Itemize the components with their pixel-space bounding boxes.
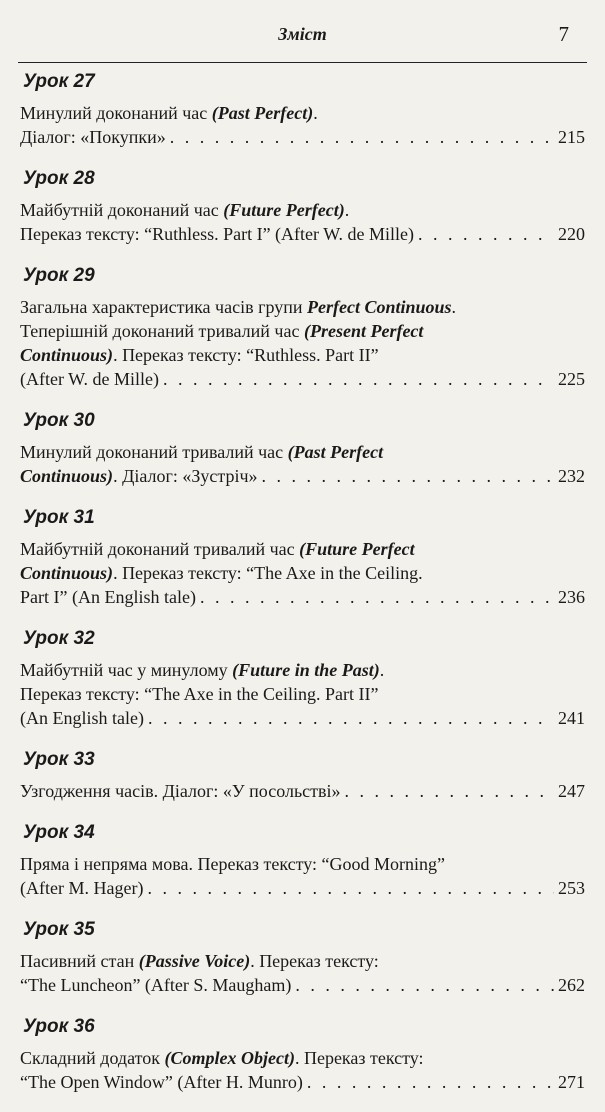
lesson-title: Урок 35 (23, 919, 95, 940)
page-header (18, 0, 587, 63)
entry-text: “The Luncheon” (After S. Maugham) (20, 975, 292, 995)
entry-line (20, 319, 585, 343)
lesson-title: Урок 32 (23, 628, 95, 649)
entry-text: Пасивний стан (Passive Voice). Переказ тексту: (20, 951, 379, 971)
entry-line (20, 876, 585, 900)
entry-page-number: 247 (558, 781, 585, 801)
toc-entry (20, 264, 585, 391)
entry-line (20, 682, 585, 706)
entry-text: Майбутній доконаний час (Future Perfect). (20, 200, 350, 220)
entry-line (20, 222, 585, 246)
lesson-title: Урок 28 (23, 168, 95, 189)
entry-text: Переказ тексту: “The Axe in the Ceiling. Part II” (20, 684, 379, 704)
lesson-title: Урок 29 (23, 265, 95, 286)
lesson-title: Урок 30 (23, 410, 95, 431)
entry-text: Майбутній час у минулому (Future in the Past). (20, 660, 385, 680)
dot-leader (345, 779, 554, 803)
entry-text: Continuous). Переказ тексту: “Ruthless. Part II” (20, 345, 379, 365)
entry-text: Теперішній доконаний тривалий час (Present Perfect (20, 321, 424, 341)
dot-leader (163, 367, 554, 391)
toc-entry (20, 409, 585, 488)
entry-text: Continuous). Переказ тексту: “The Axe in the Ceiling. (20, 563, 423, 583)
entry-line (20, 973, 585, 997)
page-number: 7 (558, 22, 569, 46)
entry-text: (After M. Hager) (20, 878, 144, 898)
entry-line (20, 1046, 585, 1070)
entry-text: Минулий доконаний час (Past Perfect). (20, 103, 318, 123)
entry-text: Минулий доконаний тривалий час (Past Perfect (20, 442, 384, 462)
entry-text: (After W. de Mille) (20, 369, 159, 389)
dot-leader (148, 706, 554, 730)
entry-line (20, 585, 585, 609)
entry-line (20, 295, 585, 319)
dot-leader (147, 876, 554, 900)
lesson-title: Урок 34 (23, 822, 95, 843)
entry-line (20, 125, 585, 149)
lesson-title: Урок 36 (23, 1016, 95, 1037)
entry-text: Переказ тексту: “Ruthless. Part I” (After W. de Mille) (20, 224, 415, 244)
entry-line (20, 464, 585, 488)
entry-text: Continuous). Діалог: «Зустріч» (20, 466, 258, 486)
entry-line (20, 852, 585, 876)
entry-page-number: 253 (558, 878, 585, 898)
toc-entry (20, 506, 585, 609)
entry-text: (An English tale) (20, 708, 144, 728)
entry-line (20, 949, 585, 973)
entry-text: Узгодження часів. Діалог: «У посольстві» (20, 781, 341, 801)
entry-page-number: 271 (558, 1072, 585, 1092)
entry-line (20, 440, 585, 464)
entry-text: Майбутній доконаний тривалий час (Future Perfect (20, 539, 415, 559)
entry-page-number: 236 (558, 587, 585, 607)
entry-line (20, 658, 585, 682)
entry-text: Складний додаток (Complex Object). Переказ тексту: (20, 1048, 424, 1068)
lesson-title: Урок 27 (23, 71, 95, 92)
toc-entry (20, 70, 585, 149)
entry-line (20, 198, 585, 222)
toc-entry (20, 167, 585, 246)
entry-line (20, 537, 585, 561)
dot-leader (200, 585, 554, 609)
entry-text: Загальна характеристика часів групи Perfect Continuous. (20, 297, 457, 317)
entry-text: Пряма і непряма мова. Переказ тексту: “Good Morning” (20, 854, 446, 874)
dot-leader (170, 125, 554, 149)
entry-line (20, 1070, 585, 1094)
entry-page-number: 215 (558, 127, 585, 147)
table-of-contents (20, 70, 585, 1112)
toc-entry (20, 918, 585, 997)
toc-entry (20, 821, 585, 900)
dot-leader (418, 222, 554, 246)
dot-leader (295, 973, 554, 997)
dot-leader (307, 1070, 554, 1094)
entry-page-number: 220 (558, 224, 585, 244)
toc-entry (20, 748, 585, 803)
entry-line (20, 101, 585, 125)
toc-entry (20, 1015, 585, 1094)
entry-text: “The Open Window” (After H. Munro) (20, 1072, 303, 1092)
dot-leader (262, 464, 554, 488)
toc-entry (20, 627, 585, 730)
entry-line (20, 367, 585, 391)
lesson-title: Урок 31 (23, 507, 95, 528)
entry-line (20, 706, 585, 730)
entry-page-number: 241 (558, 708, 585, 728)
entry-page-number: 232 (558, 466, 585, 486)
lesson-title: Урок 33 (23, 749, 95, 770)
header-title: Зміст (278, 24, 327, 44)
entry-page-number: 262 (558, 975, 585, 995)
entry-line (20, 561, 585, 585)
entry-text: Діалог: «Покупки» (20, 127, 166, 147)
entry-page-number: 225 (558, 369, 585, 389)
entry-text: Part I” (An English tale) (20, 587, 196, 607)
entry-line (20, 779, 585, 803)
entry-line (20, 343, 585, 367)
